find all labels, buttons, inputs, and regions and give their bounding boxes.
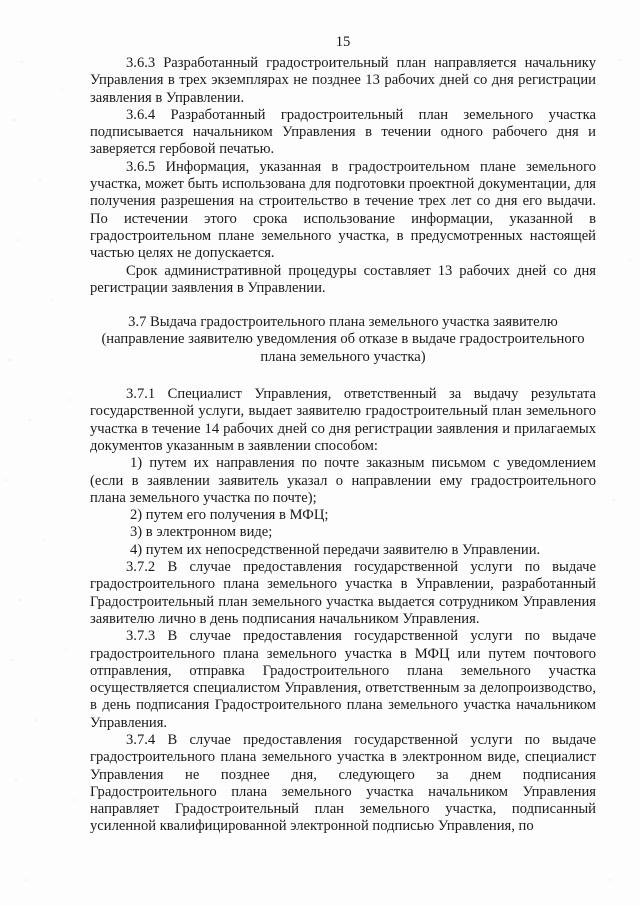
section-heading-3-7: 3.7 Выдача градостроительного плана земельного участка заявителю (направление заявителю уведомления об отказе в выдаче градостроительного плана земельного участка)	[101, 314, 585, 365]
list-item-4: 4) путем их непосредственной передачи заявителю в Управлении.	[130, 541, 541, 558]
paragraph-procedure-term: Срок административной процедуры составляет 13 рабочих дней со дня регистрации заявления в Управлении.	[90, 262, 596, 296]
paragraph-3-6-4: 3.6.4 Разработанный градостроительный план земельного участка подписывается начальником Управления в течении одного рабочего дня и заверяется гербовой печатью.	[90, 106, 596, 158]
document-body	[90, 34, 596, 836]
list-item-1: 1) путем их направления по почте заказным письмом с уведомлением (если в заявлении заявитель указал о направлении ему градостроительного плана земельного участка по почте);	[90, 455, 596, 506]
paragraph-3-7-2: 3.7.2 В случае предоставления государственной услуги по выдаче градостроительного плана земельного участка в Управлении, разработанный Градостроительный план земельного участка выдается сотрудником Управления заявителю лично в день подписания начальником Управления.	[90, 559, 596, 627]
list-item-2: 2) путем его получения в МФЦ;	[130, 507, 329, 524]
paragraph-3-7-1: 3.7.1 Специалист Управления, ответственный за выдачу результата государственной услуги, выдает заявителю градостроительный план земельного участка в течение 14 рабочих дней со дня регистрации заявления и прилагаемых документов указанным в заявлении способом:	[90, 386, 596, 454]
page-number: 15	[335, 34, 351, 50]
paragraph-3-7-3: 3.7.3 В случае предоставления государственной услуги по выдаче градостроительного плана земельного участка в МФЦ или путем почтового отправления, отправка Градостроительного плана земельного участка осуществляется специалистом Управления, ответственным за делопроизводство, в день подписания Градостроительного плана земельного участка начальником Управления.	[90, 628, 596, 731]
paragraph-3-6-3: 3.6.3 Разработанный градостроительный план направляется начальнику Управления в трех экземплярах не позднее 13 рабочих дней со дня регистрации заявления в Управлении.	[90, 55, 596, 106]
paragraph-3-7-4: 3.7.4 В случае предоставления государственной услуги по выдаче градостроительного плана земельного участка в электронном виде, специалист Управления не позднее дня, следующего за днем подписания Градостроительного плана земельного участка начальником Управления направляет Градостроительный план земельного участка, подписанный усиленной квалифицированной электронной подписью Управления, по	[90, 731, 596, 835]
paragraph-3-6-5: 3.6.5 Информация, указанная в градостроительном плане земельного участка, может быть использована для подготовки проектной документации, для получения разрешения на строительство в течение трех лет со дня его выдачи. По истечении этого срока использование информации, указанной в градостроительном плане земельного участка, в предусмотренных настоящей частью целях не допускается.	[90, 158, 596, 262]
list-item-3: 3) в электронном виде;	[130, 524, 273, 541]
